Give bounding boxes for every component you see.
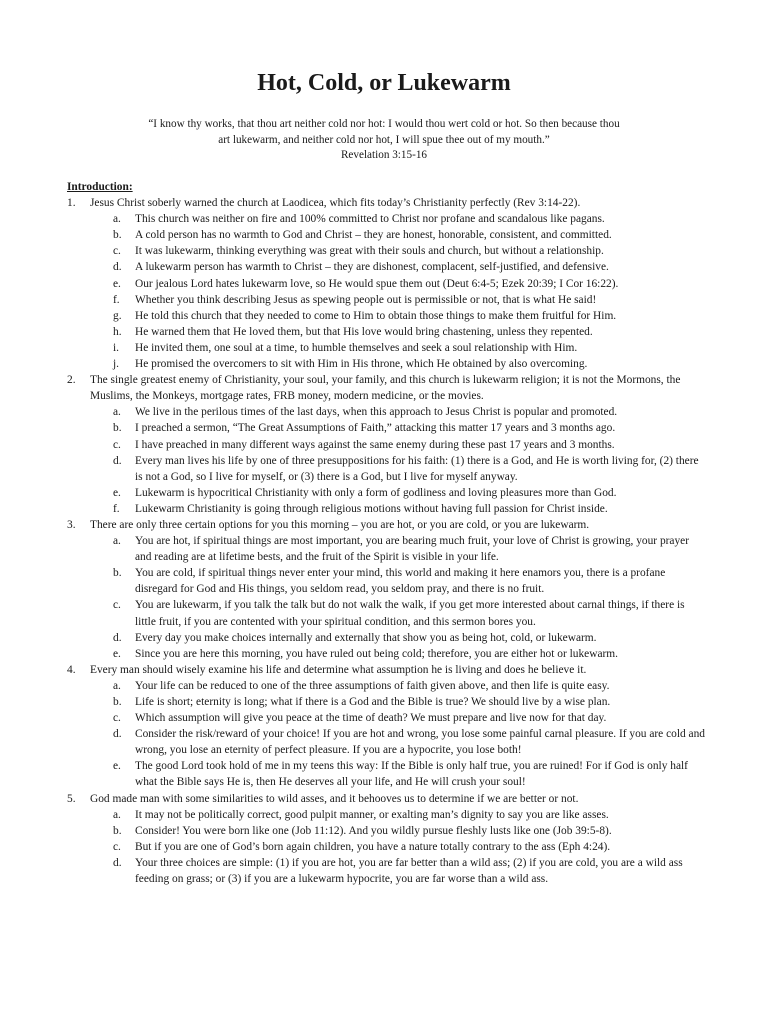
sub-point-text: Since you are here this morning, you have ruled out being cold; therefore, you are either hot or lukewarm. (135, 647, 618, 660)
point-text: The single greatest enemy of Christianity, your soul, your family, and this church is lukewarm religion; it is not the Mormons, the Muslims, the Monkeys, mortgage rates, FRB money, modern medicine, or the movies. (90, 374, 681, 403)
sub-point (113, 340, 707, 356)
epigraph-line: art lukewarm, and neither cold nor hot, I will spue thee out of my mouth.” (218, 133, 550, 146)
sub-point (113, 356, 707, 372)
main-points-list (67, 195, 707, 887)
sub-point (113, 292, 707, 308)
main-point (67, 517, 707, 662)
sub-point (113, 710, 707, 726)
point-number: 5. (67, 792, 76, 805)
sub-point-letter: b. (113, 696, 122, 708)
sub-point-text: Consider the risk/reward of your choice! If you are hot and wrong, you lose some painful carnal pleasure. If you are cold and wrong, you lose an eternity of perfect pleasure. If you are a hypocrite, you lose both! (135, 728, 705, 757)
sub-point-letter: a. (113, 679, 121, 692)
sub-point-text: Lukewarm Christianity is going through religious motions without having full passion for Christ inside. (135, 502, 608, 515)
sub-points-list (90, 533, 707, 662)
sub-point-letter: b. (113, 229, 122, 242)
point-number: 2. (67, 374, 76, 387)
sub-point-text: But if you are one of God’s born again children, you have a nature totally contrary to the ass (Eph 4:24). (135, 840, 611, 853)
sub-point-text: Your life can be reduced to one of the three assumptions of faith given above, and then life is quite easy. (135, 679, 610, 692)
sub-point (113, 694, 707, 710)
sub-point (113, 823, 707, 839)
sub-point-text: Every day you make choices internally and externally that show you as being hot, cold, or lukewarm. (135, 631, 597, 644)
sub-point (113, 501, 707, 517)
sub-point-letter: b. (113, 567, 122, 580)
sub-point (113, 565, 707, 597)
sub-point-text: He warned them that He loved them, but that His love would bring chastening, unless they repented. (135, 325, 593, 338)
sub-point (113, 259, 707, 275)
sub-point-text: He told this church that they needed to come to Him to obtain those things to make them fruitful for Him. (135, 309, 617, 322)
sub-point-text: Which assumption will give you peace at the time of death? We must prepare and live now for that day. (135, 712, 607, 725)
epigraph (110, 117, 658, 164)
sub-points-list (90, 404, 707, 517)
sub-point-text: You are hot, if spiritual things are most important, you are bearing much fruit, your love of Christ is growing, your prayer and reading are at lifetime bests, and the fruit of the Spirit is visible in your life. (135, 535, 690, 564)
sub-point-letter: c. (113, 712, 121, 725)
sub-point-text: Your three choices are simple: (1) if you are hot, you are far better than a wild ass; (2) if you are cold, you are a wild ass feeding on grass; or (3) if you are a lukewarm hypocrite, you are far worse than a wild ass. (135, 856, 683, 886)
sub-point-text: He invited them, one soul at a time, to humble themselves and seek a soul relationship with Him. (135, 341, 578, 354)
main-point (67, 372, 707, 517)
sub-point (113, 308, 707, 324)
sub-point-text: A cold person has no warmth to God and Christ – they are honest, honorable, consistent, and committed. (135, 229, 612, 242)
sub-point (113, 227, 707, 243)
sub-point (113, 243, 707, 259)
sub-point-text: He promised the overcomers to sit with Him in His throne, which He obtained by also overcoming. (135, 358, 588, 371)
sub-point-letter: b. (113, 422, 122, 435)
point-text: There are only three certain options for you this morning – you are hot, or you are cold, or you are lukewarm. (90, 518, 590, 531)
sub-point-text: Whether you think describing Jesus as spewing people out is permissible or not, that is what He said! (135, 293, 597, 306)
epigraph-reference: Revelation 3:15-16 (340, 149, 428, 161)
sermon-outline (67, 179, 707, 887)
epigraph-line: “I know thy works, that thou art neither cold nor hot: I would thou wert cold or hot. So then because thou (148, 118, 620, 130)
sub-point (113, 839, 707, 855)
sub-point-letter: j. (113, 358, 120, 371)
sub-point-text: Our jealous Lord hates lukewarm love, so He would spue them out (Deut 6:4-5; Ezek 20:39; I Cor 16:22). (135, 277, 619, 290)
sub-point (113, 646, 707, 662)
sub-point-letter: d. (113, 856, 122, 869)
point-number: 4. (67, 663, 76, 676)
sub-point (113, 453, 707, 485)
sub-point-letter: c. (113, 840, 121, 853)
sub-point (113, 437, 707, 453)
sub-point-text: This church was neither on fire and 100% committed to Christ nor profane and scandalous like pagans. (135, 213, 605, 226)
sub-point-letter: c. (113, 438, 121, 451)
sub-point (113, 758, 707, 790)
main-point (67, 195, 707, 372)
sub-point-letter: a. (113, 535, 121, 548)
sub-point-text: Life is short; eternity is long; what if there is a God and the Bible is true? We should live by a wise plan. (135, 696, 611, 708)
point-text: Jesus Christ soberly warned the church at Laodicea, which fits today’s Christianity perfectly (Rev 3:14-22). (90, 197, 581, 210)
main-point (67, 662, 707, 791)
sub-point-letter: e. (113, 277, 121, 290)
sub-point-text: Every man lives his life by one of three presuppositions for his faith: (1) there is a God, and He is worth living for, (2) there is not a God, so I live for myself, or (3) there is a God, but I live for myself anyway. (135, 454, 699, 483)
sub-point-text: I preached a sermon, “The Great Assumptions of Faith,” attacking this matter 17 years and 3 months ago. (135, 422, 616, 435)
sub-point (113, 630, 707, 646)
sub-point (113, 211, 707, 227)
sub-point (113, 855, 707, 887)
sub-point-letter: g. (113, 309, 122, 322)
point-number: 1. (67, 197, 76, 210)
sub-point (113, 404, 707, 420)
sub-point-letter: c. (113, 599, 121, 612)
sub-point-letter: e. (113, 647, 121, 660)
sub-point-letter: c. (113, 245, 121, 258)
sub-point-text: You are lukewarm, if you talk the talk but do not walk the walk, if you get more interested about carnal things, if there is little fruit, if you are contented with your spiritual condition, and this sermon bores you. (135, 599, 685, 628)
sub-point-text: It may not be politically correct, good pulpit manner, or exalting man’s dignity to say you are like asses. (135, 808, 609, 821)
sub-points-list (90, 807, 707, 887)
sub-point-letter: a. (113, 406, 121, 419)
main-point (67, 791, 707, 888)
sub-point (113, 485, 707, 501)
sub-point-text: It was lukewarm, thinking everything was great with their souls and church, but without a relationship. (135, 245, 604, 258)
sub-point (113, 678, 707, 694)
sub-point (113, 726, 707, 758)
sub-point-text: Lukewarm is hypocritical Christianity with only a form of godliness and loving pleasures more than God. (135, 486, 617, 499)
page-title: Hot, Cold, or Lukewarm (257, 70, 511, 96)
sub-point-text: Consider! You were born like one (Job 11:12). And you wildly pursue fleshly lusts like one (Job 39:5-8). (135, 824, 612, 837)
sub-point-text: A lukewarm person has warmth to Christ – they are dishonest, complacent, self-justified, and defensive. (135, 261, 609, 274)
sub-point-text: We live in the perilous times of the last days, when this approach to Jesus Christ is popular and promoted. (135, 406, 618, 419)
sub-point-letter: e. (113, 486, 121, 499)
sub-points-list (90, 211, 707, 372)
sub-point-letter: d. (113, 454, 122, 467)
sub-point-letter: d. (113, 631, 122, 644)
sub-point-letter: a. (113, 213, 121, 226)
sub-point-letter: i. (113, 341, 120, 354)
sub-point-letter: d. (113, 728, 122, 741)
sub-point-text: I have preached in many different ways against the same enemy during these past 17 years and 3 months. (135, 438, 615, 451)
sub-point (113, 324, 707, 340)
sub-point-letter: b. (113, 824, 122, 837)
section-heading: Introduction: (67, 181, 133, 193)
sub-point-text: The good Lord took hold of me in my teens this way: If the Bible is only half true, you are ruined! For if God is only half what the Bible says He is, then He deserves all your life, and He will crush your soul! (135, 760, 688, 789)
sub-point-text: You are cold, if spiritual things never enter your mind, this world and making it here enamors you, there is a profane disregard for God and His things, you seldom read, you seldom pray, and there is no fruit. (135, 567, 666, 596)
sub-point (113, 597, 707, 629)
sub-point (113, 276, 707, 292)
sub-point-letter: e. (113, 760, 121, 773)
point-number: 3. (67, 518, 76, 531)
sub-point (113, 420, 707, 436)
sub-point-letter: d. (113, 261, 122, 274)
point-text: Every man should wisely examine his life and determine what assumption he is living and does he believe it. (90, 663, 587, 676)
point-text: God made man with some similarities to wild asses, and it behooves us to determine if we are better or not. (90, 792, 579, 805)
sub-point-letter: h. (113, 325, 122, 338)
sub-point-letter: f. (113, 502, 120, 515)
sub-point (113, 533, 707, 565)
sub-point (113, 807, 707, 823)
sub-point-letter: f. (113, 293, 120, 306)
sub-points-list (90, 678, 707, 791)
sub-point-letter: a. (113, 808, 121, 821)
